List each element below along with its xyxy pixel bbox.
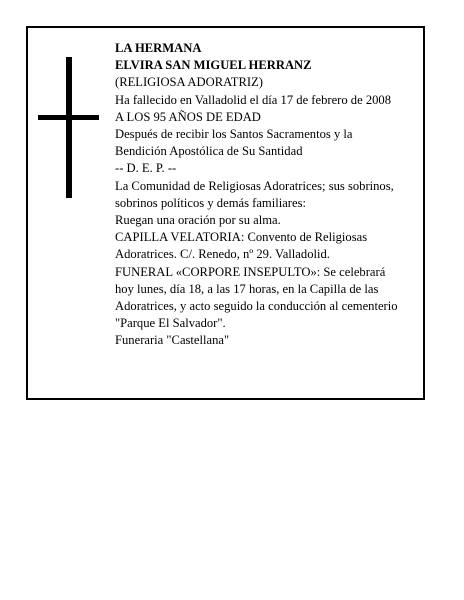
sacraments-line-2: Bendición Apostólica de Su Santidad [115,144,303,159]
funeral-line-2: hoy lunes, día 18, a las 17 horas, en la Capilla de las [115,281,379,296]
chapel-line-2: Adoratrices. C/. Renedo, nº 29. Valladolid. [115,247,330,262]
cross-vertical-bar [66,57,72,198]
religious-role: (RELIGIOSA ADORATRIZ) [115,75,263,90]
obituary-text [115,40,425,350]
funeral-home: Funeraria "Castellana" [115,333,230,348]
cross-icon [38,57,99,198]
cross-horizontal-bar [38,115,99,120]
sacraments-line-1: Después de recibir los Santos Sacramentos y la [115,127,353,142]
obituary-notice [26,26,425,400]
title-line-1: LA HERMANA [115,41,202,55]
chapel-line-1: CAPILLA VELATORIA: Convento de Religiosas [115,230,368,245]
rip: -- D. E. P. -- [115,161,177,176]
funeral-line-3: Adoratrices, y acto seguido la conducción al cementerio [115,299,398,314]
age-at-death: A LOS 95 AÑOS DE EDAD [115,109,261,124]
prayer-request: Ruegan una oración por su alma. [115,213,281,228]
family-line-2: sobrinos políticos y demás familiares: [115,195,306,210]
deceased-name: ELVIRA SAN MIGUEL HERRANZ [115,58,312,73]
family-line-1: La Comunidad de Religiosas Adoratrices; sus sobrinos, [115,178,394,193]
death-date: Ha fallecido en Valladolid el día 17 de febrero de 2008 [115,92,392,107]
funeral-line-4: "Parque El Salvador". [115,316,226,331]
funeral-line-1: FUNERAL «CORPORE INSEPULTO»: Se celebrará [115,264,386,279]
